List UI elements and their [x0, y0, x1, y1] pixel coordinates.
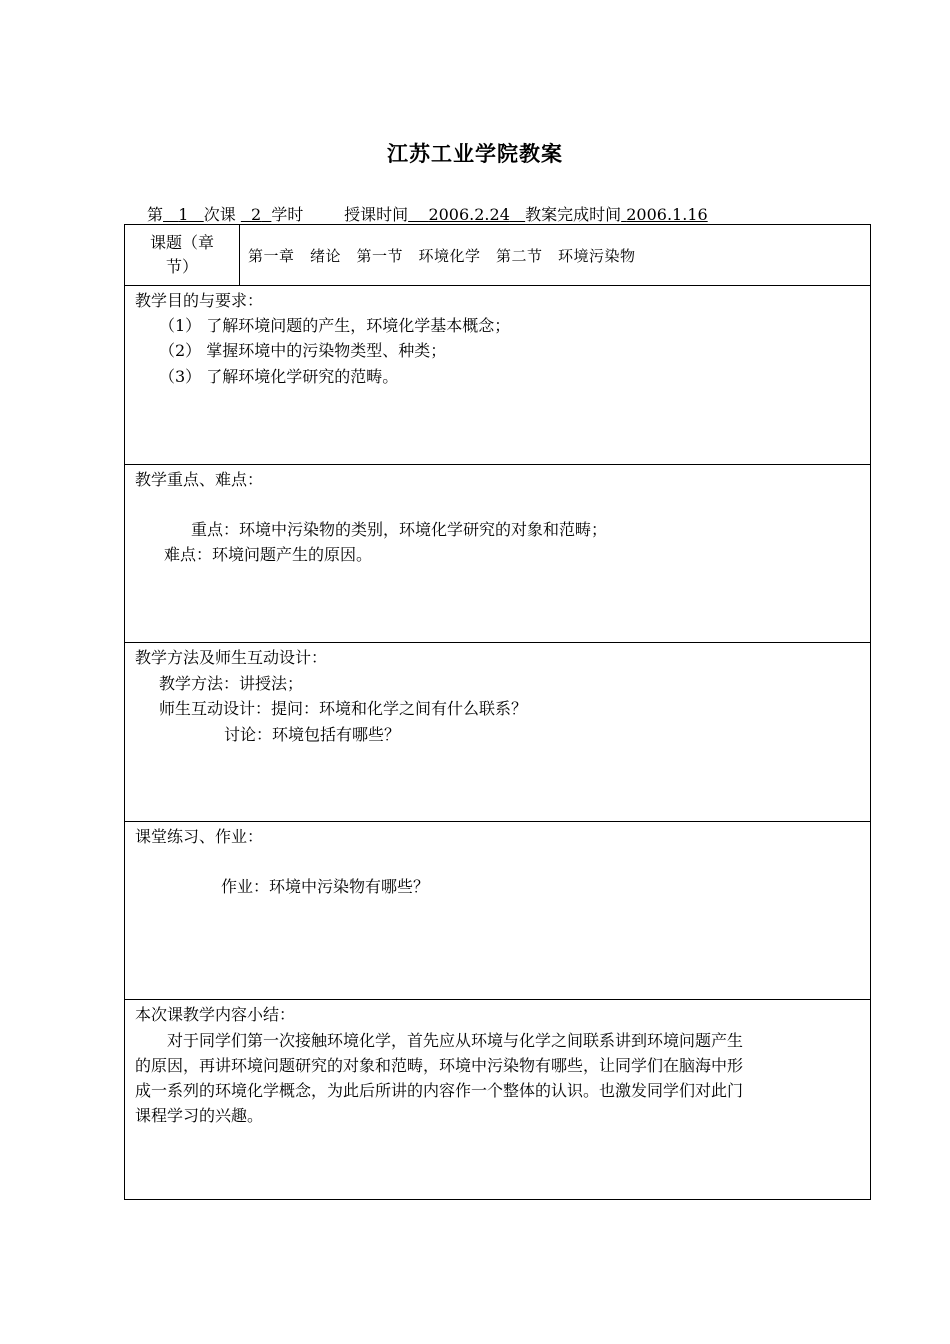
teaching-method: 教学方法：讲授法；	[159, 674, 304, 693]
interaction-design: 师生互动设计：提问：环境和化学之间有什么联系？	[159, 699, 528, 718]
teach-date: 2006.2.24	[428, 205, 510, 224]
lesson-plan-table	[124, 224, 871, 1200]
summary-line: 成一系列的环境化学概念，为此后所讲的内容作一个整体的认识。也激发同学们对此门	[135, 1081, 744, 1100]
lesson-info-line	[147, 202, 708, 225]
row-divider	[125, 999, 870, 1000]
goal-item: （3） 了解环境化学研究的范畴。	[159, 367, 399, 386]
column-divider	[239, 225, 240, 285]
document-title: 江苏工业学院教案	[387, 142, 563, 166]
difficult-point: 难点：环境问题产生的原因。	[164, 545, 373, 564]
methods-heading: 教学方法及师生互动设计：	[135, 648, 328, 667]
summary-line: 对于同学们第一次接触环境化学，首先应从环境与化学之间联系讲到环境问题产生	[167, 1031, 744, 1050]
key-points-heading: 教学重点、难点：	[135, 470, 264, 489]
summary-heading: 本次课教学内容小结：	[135, 1005, 296, 1024]
row-divider	[125, 821, 870, 822]
lesson-number: 1	[178, 205, 189, 224]
goals-heading: 教学目的与要求：	[135, 291, 264, 310]
class-hours: 2	[251, 205, 262, 224]
homework: 作业：环境中污染物有哪些？	[221, 877, 430, 896]
summary-line: 课程学习的兴趣。	[135, 1106, 264, 1125]
label-teach-time: 授课时间	[344, 205, 409, 224]
label-ci-ke: 次课	[203, 205, 236, 224]
topic-value: 第一章 绪论 第一节 环境化学 第二节 环境污染物	[248, 247, 636, 265]
topic-label: 课题（章 节）	[149, 233, 214, 276]
row-divider	[125, 285, 870, 286]
goal-item: （1） 了解环境问题的产生，环境化学基本概念；	[159, 316, 511, 335]
discussion: 讨论：环境包括有哪些？	[224, 725, 401, 744]
plan-date: 2006.1.16	[626, 205, 708, 224]
exercise-heading: 课堂练习、作业：	[135, 827, 264, 846]
label-plan-done: 教案完成时间	[525, 205, 622, 224]
row-divider	[125, 464, 870, 465]
goal-item: （2） 掌握环境中的污染物类型、种类；	[159, 341, 447, 360]
key-point: 重点：环境中污染物的类别，环境化学研究的对象和范畴；	[191, 520, 608, 539]
summary-line: 的原因，再讲环境问题研究的对象和范畴，环境中污染物有哪些，让同学们在脑海中形	[135, 1056, 744, 1075]
row-divider	[125, 642, 870, 643]
label-di: 第	[147, 205, 164, 224]
label-xue-shi: 学时	[271, 205, 304, 224]
